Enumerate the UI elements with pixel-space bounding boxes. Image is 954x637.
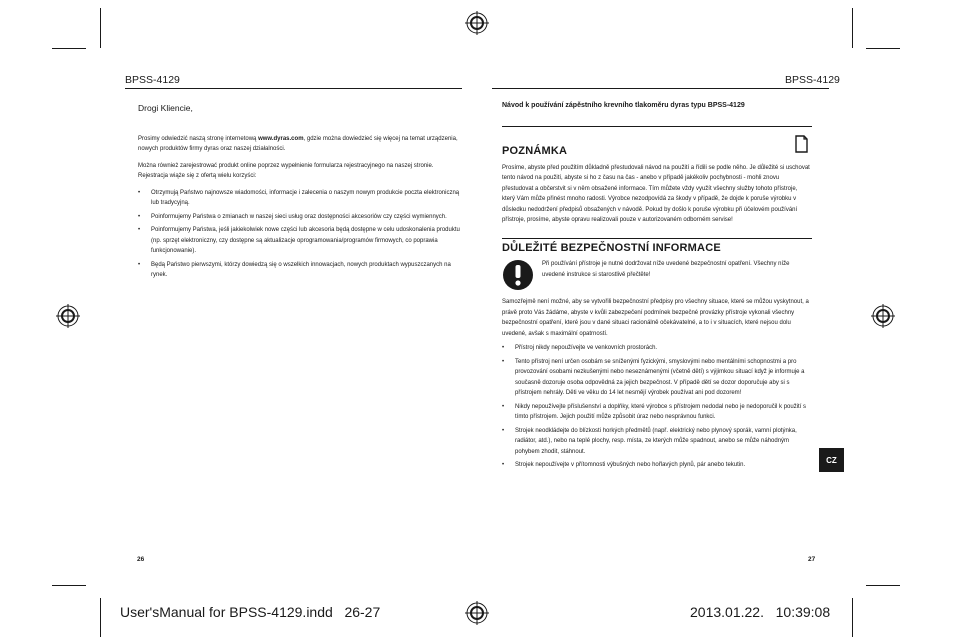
- intro-suffix: , gdzie można dowiedzieć się więcej na temat urządzenia, nowych produktów firmy dyras oraz naszej działalności.: [138, 135, 458, 152]
- registration-mark-icon: [871, 304, 895, 328]
- right-page-number: 27: [808, 556, 816, 563]
- intro-paragraph: [138, 134, 460, 155]
- right-header-rule: [492, 88, 829, 89]
- crop-mark: [866, 585, 900, 586]
- list-item: • Nikdy nepoužívejte příslušenství a doplňky, které výrobce s přístrojem nedodal nebo je nedoporučil k použití s tímto přístrojem. Jejich použití může způsobit úraz nebo nesprávnou funkci.: [502, 402, 812, 423]
- note-heading: [502, 126, 812, 157]
- right-page-content: [502, 101, 812, 474]
- left-header-model: BPSS-4129: [125, 74, 180, 86]
- intro-prefix: Prosimy odwiedzić naszą stronę internetową: [138, 135, 259, 142]
- document-title: Návod k používání zápěstního krevního tlakoměru dyras typu BPSS-4129: [502, 102, 745, 109]
- slug-datetime: 2013.01.22. 10:39:08: [690, 604, 831, 620]
- crop-mark: [52, 585, 86, 586]
- safety-heading: [502, 238, 812, 254]
- safety-intro: Samozřejmě není možné, aby se vytvořili bezpečnostní předpisy pro všechny situace, které se můžou vyskytnout, a právě proto Vás žádáme, abyste v kvůli zabezpečení podmínek bezpečné provázky přístroje vykonali všechny bezpečnostní opatření, které jsou v dané situaci racionálně očekávatelné, a to i v situacích, které nejsou dolu uvedené, avšak s maximální opatrností.: [502, 299, 809, 337]
- right-header-model: BPSS-4129: [785, 74, 840, 86]
- crop-mark: [52, 48, 86, 49]
- left-header-rule: [125, 88, 462, 89]
- left-page-number: 26: [137, 556, 145, 563]
- safety-title: DŮLEŽITÉ BEZPEČNOSTNÍ INFORMACE: [502, 241, 721, 254]
- list-item: • Poinformujemy Państwa o zmianach w naszej sieci usług oraz dostępności akcesoriów czy części wymiennych.: [138, 212, 460, 223]
- list-item: • Strojek neodkládejte do blízkosti horkých předmětů (např. elektrický nebo plynový sporák, vamní plotýnka, radiátor, atd.), nebo na teplé plochy, resp. místa, ze kterých může spadnout, anebo se může náhodným pohybem zhodit, stáhnout.: [502, 426, 812, 458]
- registration-mark-icon: [56, 304, 80, 328]
- note-body: Prosíme, abyste před použitím důkladně přestudovali návod na použití a řídili se podle něho. Je důležité si uschovat tento návod na použití, abyste si ho z času na čas - anebo v případě jakékoliv pochybnosti - mohli znovu přestudovat a občerstvit si v něm obsažené informace. Tím můžete vždy využít všechny služby tohoto přístroje, který Vám může přinést mnoho radosti. Výrobce nezodpovídá za škody v případě, že dojde k poruše výrobku v důsledku nedodržení předpisů obsažených v návodě. Pokud by došlo k poruše výrobku při účelovém používání přístroje, prosíme, abyste opravu realizovali pouze v autorizovaném odborném servise!: [502, 164, 810, 223]
- safety-list: [502, 343, 812, 471]
- list-item: • Otrzymują Państwo najnowsze wiadomości, informacje i zalecenia o naszym nowym produkcie poczta elektroniczną lub tradycyjną.: [138, 188, 460, 209]
- website-link[interactable]: www.dyras.com: [258, 135, 304, 142]
- greeting: Drogi Kliencie,: [138, 103, 193, 113]
- slug-filename: User'sManual for BPSS-4129.indd 26-27: [120, 604, 381, 620]
- note-title: POZNÁMKA: [502, 145, 568, 157]
- list-item: • Strojek nepoužívejte v přítomnosti výbušných nebo hořlavých plynů, pár anebo tekutin.: [502, 460, 812, 471]
- benefits-list: [138, 188, 460, 281]
- note-page-icon: [790, 131, 812, 157]
- crop-mark: [852, 8, 853, 48]
- language-tab: CZ: [819, 448, 844, 472]
- left-page-content: [138, 103, 460, 284]
- crop-mark: [866, 48, 900, 49]
- list-item: • Přístroj nikdy nepoužívejte ve venkovních prostorách.: [502, 343, 812, 354]
- crop-mark: [852, 598, 853, 637]
- crop-mark: [100, 598, 101, 637]
- list-item: • Tento přístroj není určen osobám se sníženými fyzickými, smyslovými nebo mentálními schopnostmi a pro provozování osobami nezkušenými nebo neseznámenými (včetně dětí) s výjimkou situací když je informuje a současně dozoruje osoba odpovědná za jejich bezpečnost. V případě dětí se dozor doporučuje aby si s přístrojem nehrály. Děti ve věku do 14 let nesmějí výrobek používat ani pod dozorem!: [502, 357, 812, 399]
- warning-block: [502, 259, 812, 291]
- warning-text: Při používání přístroje je nutné dodržovat níže uvedené bezpečnostní opatření. Všechny níže uvedené instrukce si starostlivě přečtěte!: [542, 261, 790, 278]
- list-item: • Poinformujemy Państwa, jeśli jakiekolwiek nowe części lub akcesoria będą dostępne w celu udoskonalenia produktu (np. sprzęt elektroniczny, czy dostępne są aktualizacje oprogramowania/programów firmowych, co poprawia funkcjonowanie).: [138, 225, 460, 257]
- exclamation-icon: [502, 259, 534, 291]
- registration-mark-icon: [465, 601, 489, 625]
- crop-mark: [100, 8, 101, 48]
- registration-paragraph: Można również zarejestrować produkt online poprzez wypełnienie formularza rejestracyjnego na naszej stronie. Rejestracja wiąże się z ofertą wielu korzyści:: [138, 162, 434, 179]
- list-item: • Będą Państwo pierwszymi, którzy dowiedzą się o wszelkich innowacjach, nowych produktach wypuszczanych na rynek.: [138, 260, 460, 281]
- registration-mark-icon: [465, 11, 489, 35]
